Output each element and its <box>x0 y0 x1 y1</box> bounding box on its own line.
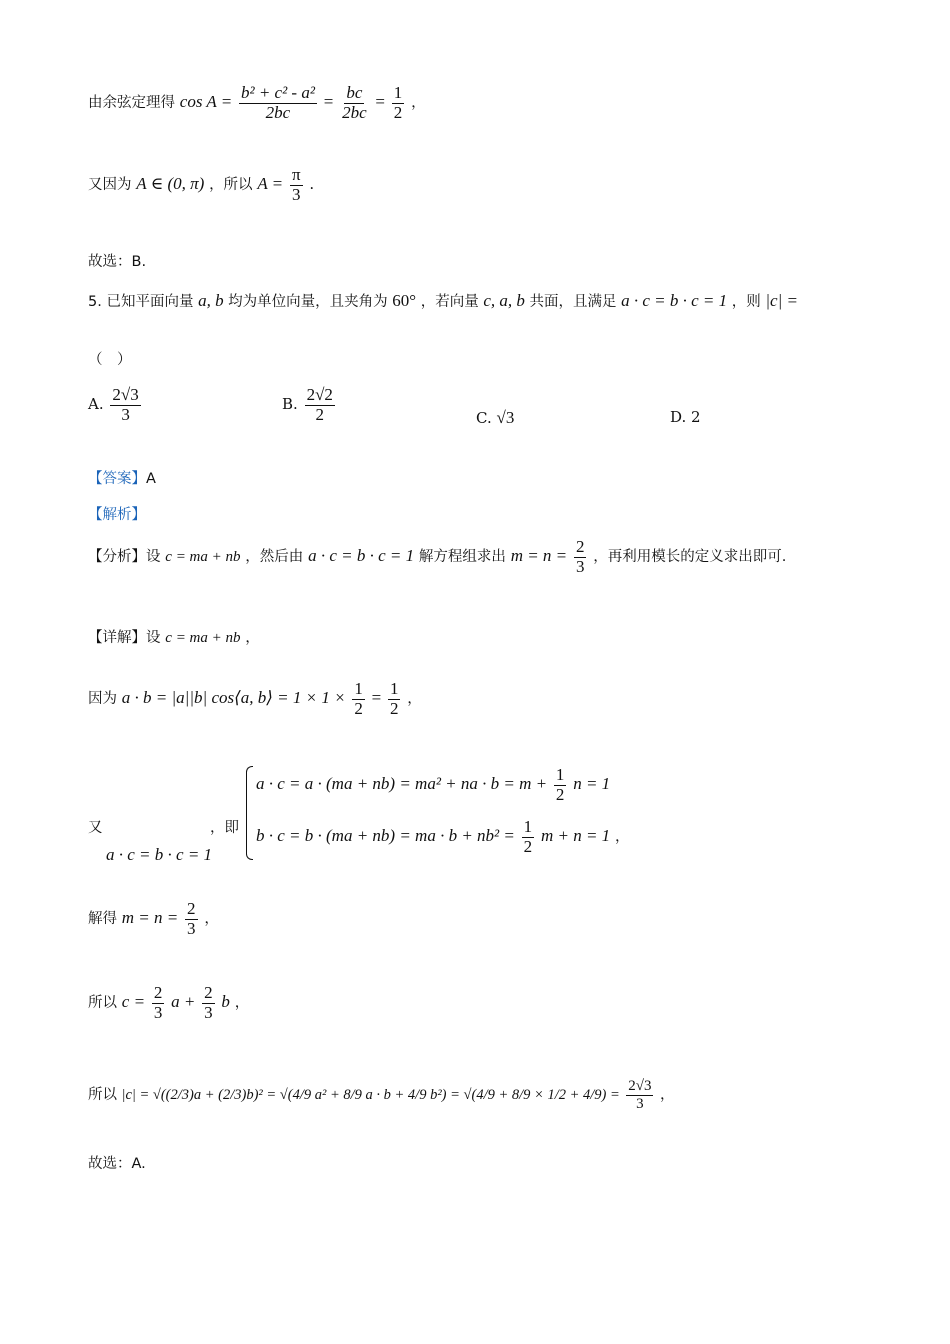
cosine-fraction-2 <box>340 84 369 122</box>
option-a <box>88 386 143 424</box>
a-plus: a + <box>171 992 196 1012</box>
angle-range: A ∈ (0, π) <box>136 174 205 194</box>
frac-den: 3 <box>204 1002 213 1022</box>
fenxi-text-4: ，再利用模长的定义求出即可. <box>593 549 787 566</box>
suoyi-fraction-1 <box>152 984 165 1022</box>
fenxi-expr-3: m = n = <box>510 546 568 566</box>
choose-a-line: 故选：A. <box>88 1156 146 1172</box>
frac-den: 3 <box>153 1002 163 1022</box>
q5-text-3: ，若向量 <box>420 294 479 310</box>
option-b <box>282 386 337 424</box>
analysis-tag: 【解析】 <box>88 507 146 523</box>
half-fraction-2 <box>388 680 401 718</box>
fenxi-text-3: 解方程组求出 <box>418 549 506 566</box>
row1-expr: a · c = a · (ma + nb) = ma² + na · b = m + <box>256 774 548 794</box>
a-equals: A = <box>257 174 284 194</box>
row1-tail: n = 1 <box>573 774 611 794</box>
cosine-fraction-1 <box>239 84 317 122</box>
frac-den: 3 <box>575 556 585 576</box>
frac-den: 3 <box>291 184 301 204</box>
frac-num: 2√2 <box>306 385 333 404</box>
frac-den: 3 <box>636 1095 644 1112</box>
cosine-fraction-3 <box>392 84 405 122</box>
row2-fraction <box>522 818 535 856</box>
q5-text-4: 共面，且满足 <box>529 294 617 310</box>
fenxi-fraction <box>574 538 587 576</box>
frac-num: 2 <box>153 983 163 1002</box>
q5-text-1: 5. 已知平面向量 <box>88 294 194 310</box>
equals: = <box>371 688 382 708</box>
because-prefix: 又因为 <box>88 177 132 194</box>
frac-den: 2bc <box>342 102 367 122</box>
q5-condition: a · c = b · c = 1 <box>621 291 728 310</box>
you-condition: a · c = b · c = 1 <box>106 845 213 864</box>
frac-num: 1 <box>523 817 533 836</box>
frac-den: 3 <box>187 918 196 938</box>
c-equals: c = <box>121 992 146 1012</box>
system-row-2 <box>256 818 629 856</box>
option-b-label: B. <box>282 395 298 414</box>
choose-b-line: 故选：B. <box>88 254 147 270</box>
question-5-stem <box>88 290 798 311</box>
suoyi2-prefix: 所以 <box>88 1087 117 1103</box>
punct: ， <box>204 911 219 928</box>
cos-a-lhs: cos A = <box>179 92 233 112</box>
q5-vectors-ab: a, b <box>198 291 224 310</box>
frac-den: 2 <box>315 404 324 424</box>
frac-den: 2 <box>354 698 363 718</box>
row2-tail: m + n = 1 <box>540 826 611 846</box>
q5-vectors-cab: c, a, b <box>483 291 525 310</box>
frac-den: 2 <box>389 698 399 718</box>
answer-tag: 【答案】 <box>88 471 146 487</box>
row2-expr: b · c = b · (ma + nb) = ma · b + nb² = <box>256 826 515 846</box>
cosine-law-line: 由余弦定理得 cos A = $\frac{\text{b² + c² - a²}}{2bc}$ = $\frac{bc}{2bc}$ = $\frac{1}{2}$ ， <box>88 83 426 122</box>
answer-value: A <box>146 471 156 487</box>
b-symbol: b <box>221 992 230 1012</box>
fenxi-expr-1: c = ma + nb <box>165 549 241 566</box>
option-c <box>476 408 514 428</box>
fenxi-text-1: 设 <box>146 549 161 566</box>
jiede-fraction <box>185 900 198 938</box>
cosine-law-prefix: 由余弦定理得 <box>88 95 175 112</box>
suoyi-prefix: 所以 <box>88 995 117 1012</box>
xiangjie-line <box>88 626 260 647</box>
frac-num: 1 <box>555 765 565 784</box>
xiangjie-text: 设 <box>146 630 161 646</box>
option-a-value <box>110 386 140 424</box>
frac-num: b² + c² - a² <box>240 83 315 102</box>
row1-fraction <box>554 766 567 804</box>
punct: ， <box>659 1087 675 1103</box>
frac-den: 2 <box>393 102 403 122</box>
modulus-expr: |c| = √((2/3)a + (2/3)b)² = √(4/9 a² + 8/9 a · b + 4/9 b²) = √(4/9 + 8/9 × 1/2 + 4/9) = <box>121 1087 620 1103</box>
you-prefix: 又 <box>88 820 103 836</box>
jiede-line <box>88 900 219 938</box>
fenxi-expr-2: a · c = b · c = 1 <box>308 546 415 566</box>
frac-den: 2bc <box>265 102 291 122</box>
fenxi-tag: 【分析】 <box>88 549 146 566</box>
dot-product-expr: a · b = |a||b| cos⟨a, b⟩ = 1 × 1 × <box>121 688 346 708</box>
suoyi-line-2 <box>88 1078 674 1112</box>
frac-num: 1 <box>354 679 363 698</box>
xiangjie-expr: c = ma + nb <box>165 630 241 646</box>
option-b-value <box>305 386 335 424</box>
pi-over-3 <box>290 166 303 204</box>
system-row-1 <box>256 766 610 804</box>
frac-num: 2√3 <box>112 385 139 404</box>
xiangjie-tag: 【详解】 <box>88 630 146 646</box>
frac-num: 2 <box>187 899 196 918</box>
q5-ask: |c| = <box>765 291 798 310</box>
frac-num: 1 <box>389 679 399 698</box>
frac-num: 1 <box>393 83 403 102</box>
frac-num: bc <box>346 83 363 102</box>
frac-num: 2 <box>575 537 585 556</box>
suoyi-fraction-2 <box>202 984 215 1022</box>
q5-text-5: ，则 <box>731 294 761 310</box>
fenxi-line <box>88 538 786 576</box>
suoyi-line-1 <box>88 984 249 1022</box>
answer-line <box>88 467 156 488</box>
half-fraction <box>352 680 365 718</box>
punct: . <box>309 175 315 194</box>
frac-num: 2√3 <box>628 1078 652 1094</box>
option-d: D. 2 <box>670 408 701 426</box>
yinwei-prefix: 因为 <box>88 691 117 708</box>
yinwei-line <box>88 680 422 718</box>
answer-paren: （ ） <box>88 352 132 368</box>
fenxi-text-2: ，然后由 <box>245 549 304 566</box>
punct: ， <box>614 829 630 846</box>
frac-den: 2 <box>523 836 533 856</box>
frac-den: 2 <box>555 784 565 804</box>
punct: ， <box>411 95 426 112</box>
punct: ， <box>234 995 250 1012</box>
frac-den: 3 <box>121 404 130 424</box>
option-a-label: A. <box>88 395 104 414</box>
punct: ， <box>245 630 260 646</box>
you-mid: ，即 <box>210 820 239 836</box>
so-text: ，所以 <box>209 177 253 194</box>
punct: ， <box>407 691 422 708</box>
jiede-prefix: 解得 <box>88 911 117 928</box>
jiede-expr: m = n = <box>121 908 179 928</box>
system-brace <box>246 766 253 860</box>
frac-num: 2 <box>204 983 213 1002</box>
option-c-label: C. <box>476 409 492 427</box>
result-fraction <box>626 1078 653 1112</box>
frac-num: π <box>291 165 301 184</box>
option-c-value: √3 <box>496 408 515 427</box>
angle-range-line <box>88 166 314 204</box>
q5-angle: 60° <box>392 291 417 310</box>
q5-text-2: 均为单位向量，且夹角为 <box>228 294 388 310</box>
